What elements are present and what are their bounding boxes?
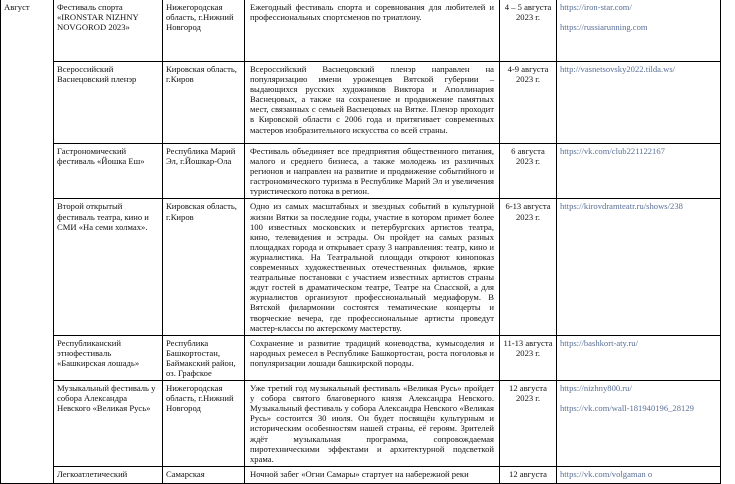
- event-description: Ежегодный фестиваль спорта и соревнования для любителей и профессиональных спортсменов по триатлону.: [245, 0, 500, 62]
- event-description: Уже третий год музыкальный фестиваль «Великая Русь» пройдет у собора святого благоверного князя Александра Невского. Музыкальный фестиваль у собора Александра Невского «Великая Русь» состоится 30 июля. Он будет посвящён культурным и историческим особенностям нашей страны, её героям. Зрителей ждёт музыкальная программа, сопровождаемая пиротехническими эффектами и архитектурной подсветкой храма.: [245, 381, 500, 467]
- event-link[interactable]: https://kirovdramteatr.ru/shows/238: [560, 201, 683, 212]
- event-link[interactable]: https://vk.com/volgaman o: [560, 468, 653, 479]
- table-row: [1, 381, 721, 467]
- event-links: [557, 381, 721, 467]
- event-region: Нижегородская область, г.Нижний Новгород: [163, 0, 245, 62]
- table-row: [1, 335, 721, 380]
- event-date: 12 августа 2023 г.: [500, 381, 557, 467]
- event-links: [557, 0, 721, 62]
- month-cell: Август: [1, 0, 54, 483]
- table-row: [1, 144, 721, 199]
- event-date: 12 августа: [500, 466, 557, 483]
- event-description: Ночной забег «Огни Самары» стартует на набережной реки: [245, 466, 500, 483]
- event-date: 6 августа 2023 г.: [500, 144, 557, 199]
- event-date: 4-9 августа 2023 г.: [500, 62, 557, 144]
- table-row: [1, 0, 721, 62]
- event-description: Всероссийский Васнецовский пленэр направлен на популяризацию имени уроженцев Вятской губернии – выдающихся русских художников Виктора и Аполлинария Васнецовых, а также на сохранение и продвижение памятных мест, связанных с семьей Васнецовых на Вятке. Пленэр проходит в Кировской области с 2006 года и притягивает современных мастеров изобразительного искусства со всей страны.: [245, 62, 500, 144]
- table-row: [1, 62, 721, 144]
- event-region: Республика Башкортостан, Баймакский район, оз. Графское: [163, 335, 245, 380]
- event-name: Фестиваль спорта «IRONSTAR NIZHNY NOVGOROD 2023»: [54, 0, 163, 62]
- event-links: [557, 335, 721, 380]
- event-link[interactable]: https://nizhny800.ru/: [560, 383, 632, 394]
- table-row: [1, 199, 721, 335]
- event-links: [557, 144, 721, 199]
- event-link[interactable]: https://vk.com/wall-181940196_28129: [560, 403, 694, 414]
- event-description: Сохранение и развитие традиций коневодства, кумысоделия и народных ремесел в Республике Башкортостан, роста поголовья и популяризации лошади башкирской породы.: [245, 335, 500, 380]
- event-name: Гастрономический фестиваль «Йошка Еш»: [54, 144, 163, 199]
- event-name: Музыкальный фестиваль у собора Александра Невского «Великая Русь»: [54, 381, 163, 467]
- event-link[interactable]: http://vasnetsovsky2022.tilda.ws/: [560, 64, 676, 74]
- event-name: Второй открытый фестиваль театра, кино и СМИ «На семи холмах».: [54, 199, 163, 335]
- event-link[interactable]: https://iron-star.com/: [560, 2, 632, 12]
- table-row: [1, 466, 721, 483]
- event-link[interactable]: https://bashkort-aty.ru/: [560, 337, 638, 348]
- event-region: Республика Марий Эл, г.Йошкар-Ола: [163, 144, 245, 199]
- event-name: Республиканский этнофестиваль «Башкирская лошадь»: [54, 335, 163, 380]
- event-links: [557, 199, 721, 335]
- event-name: Легкоатлетический: [54, 466, 163, 483]
- event-description: Одно из самых масштабных и звездных событий в культурной жизни Вятки за последние годы, участие в котором примет более 100 известных московских и петербургских артистов театра, кино, телевидения и эстрады. Он пройдет на самых разных площадках города и открывает сразу 3 направления: театр, кино и журналистика. На Театральной площади откроют кинопоказ современных художественных отечественных фильмов, яркие театральные постановки с участием известных артистов страны ждут гостей в драматическом театре, Театре на Спасской, а для журналистов организуют профессиональный медиафорум. В Вятской филармонии состоятся тематические концерты и творческие вечера, где профессиональные артисты проведут мастер-классы по актерскому мастерству.: [245, 199, 500, 335]
- event-region: Нижегородская область, г.Нижний Новгород: [163, 381, 245, 467]
- event-date: 11-13 августа 2023 г.: [500, 335, 557, 380]
- event-name: Всероссийский Васнецовский пленэр: [54, 62, 163, 144]
- event-region: Кировская область, г.Киров: [163, 199, 245, 335]
- event-region: Самарская: [163, 466, 245, 483]
- event-links: [557, 466, 721, 483]
- event-links: [557, 62, 721, 144]
- event-region: Кировская область, г.Киров: [163, 62, 245, 144]
- event-description: Фестиваль объединяет все предприятия общественного питания, малого и среднего бизнеса, а также молодежь из различных регионов и направлен на развитие и продвижение событийного и гастрономического туризма в Республике Марий Эл и увеличения туристического потока в регион.: [245, 144, 500, 199]
- event-link[interactable]: https://russiarunning.com: [560, 22, 648, 33]
- event-link[interactable]: https://vk.com/club221122167: [560, 146, 665, 156]
- event-date: 4 – 5 августа 2023 г.: [500, 0, 557, 62]
- event-date: 6-13 августа 2023 г.: [500, 199, 557, 335]
